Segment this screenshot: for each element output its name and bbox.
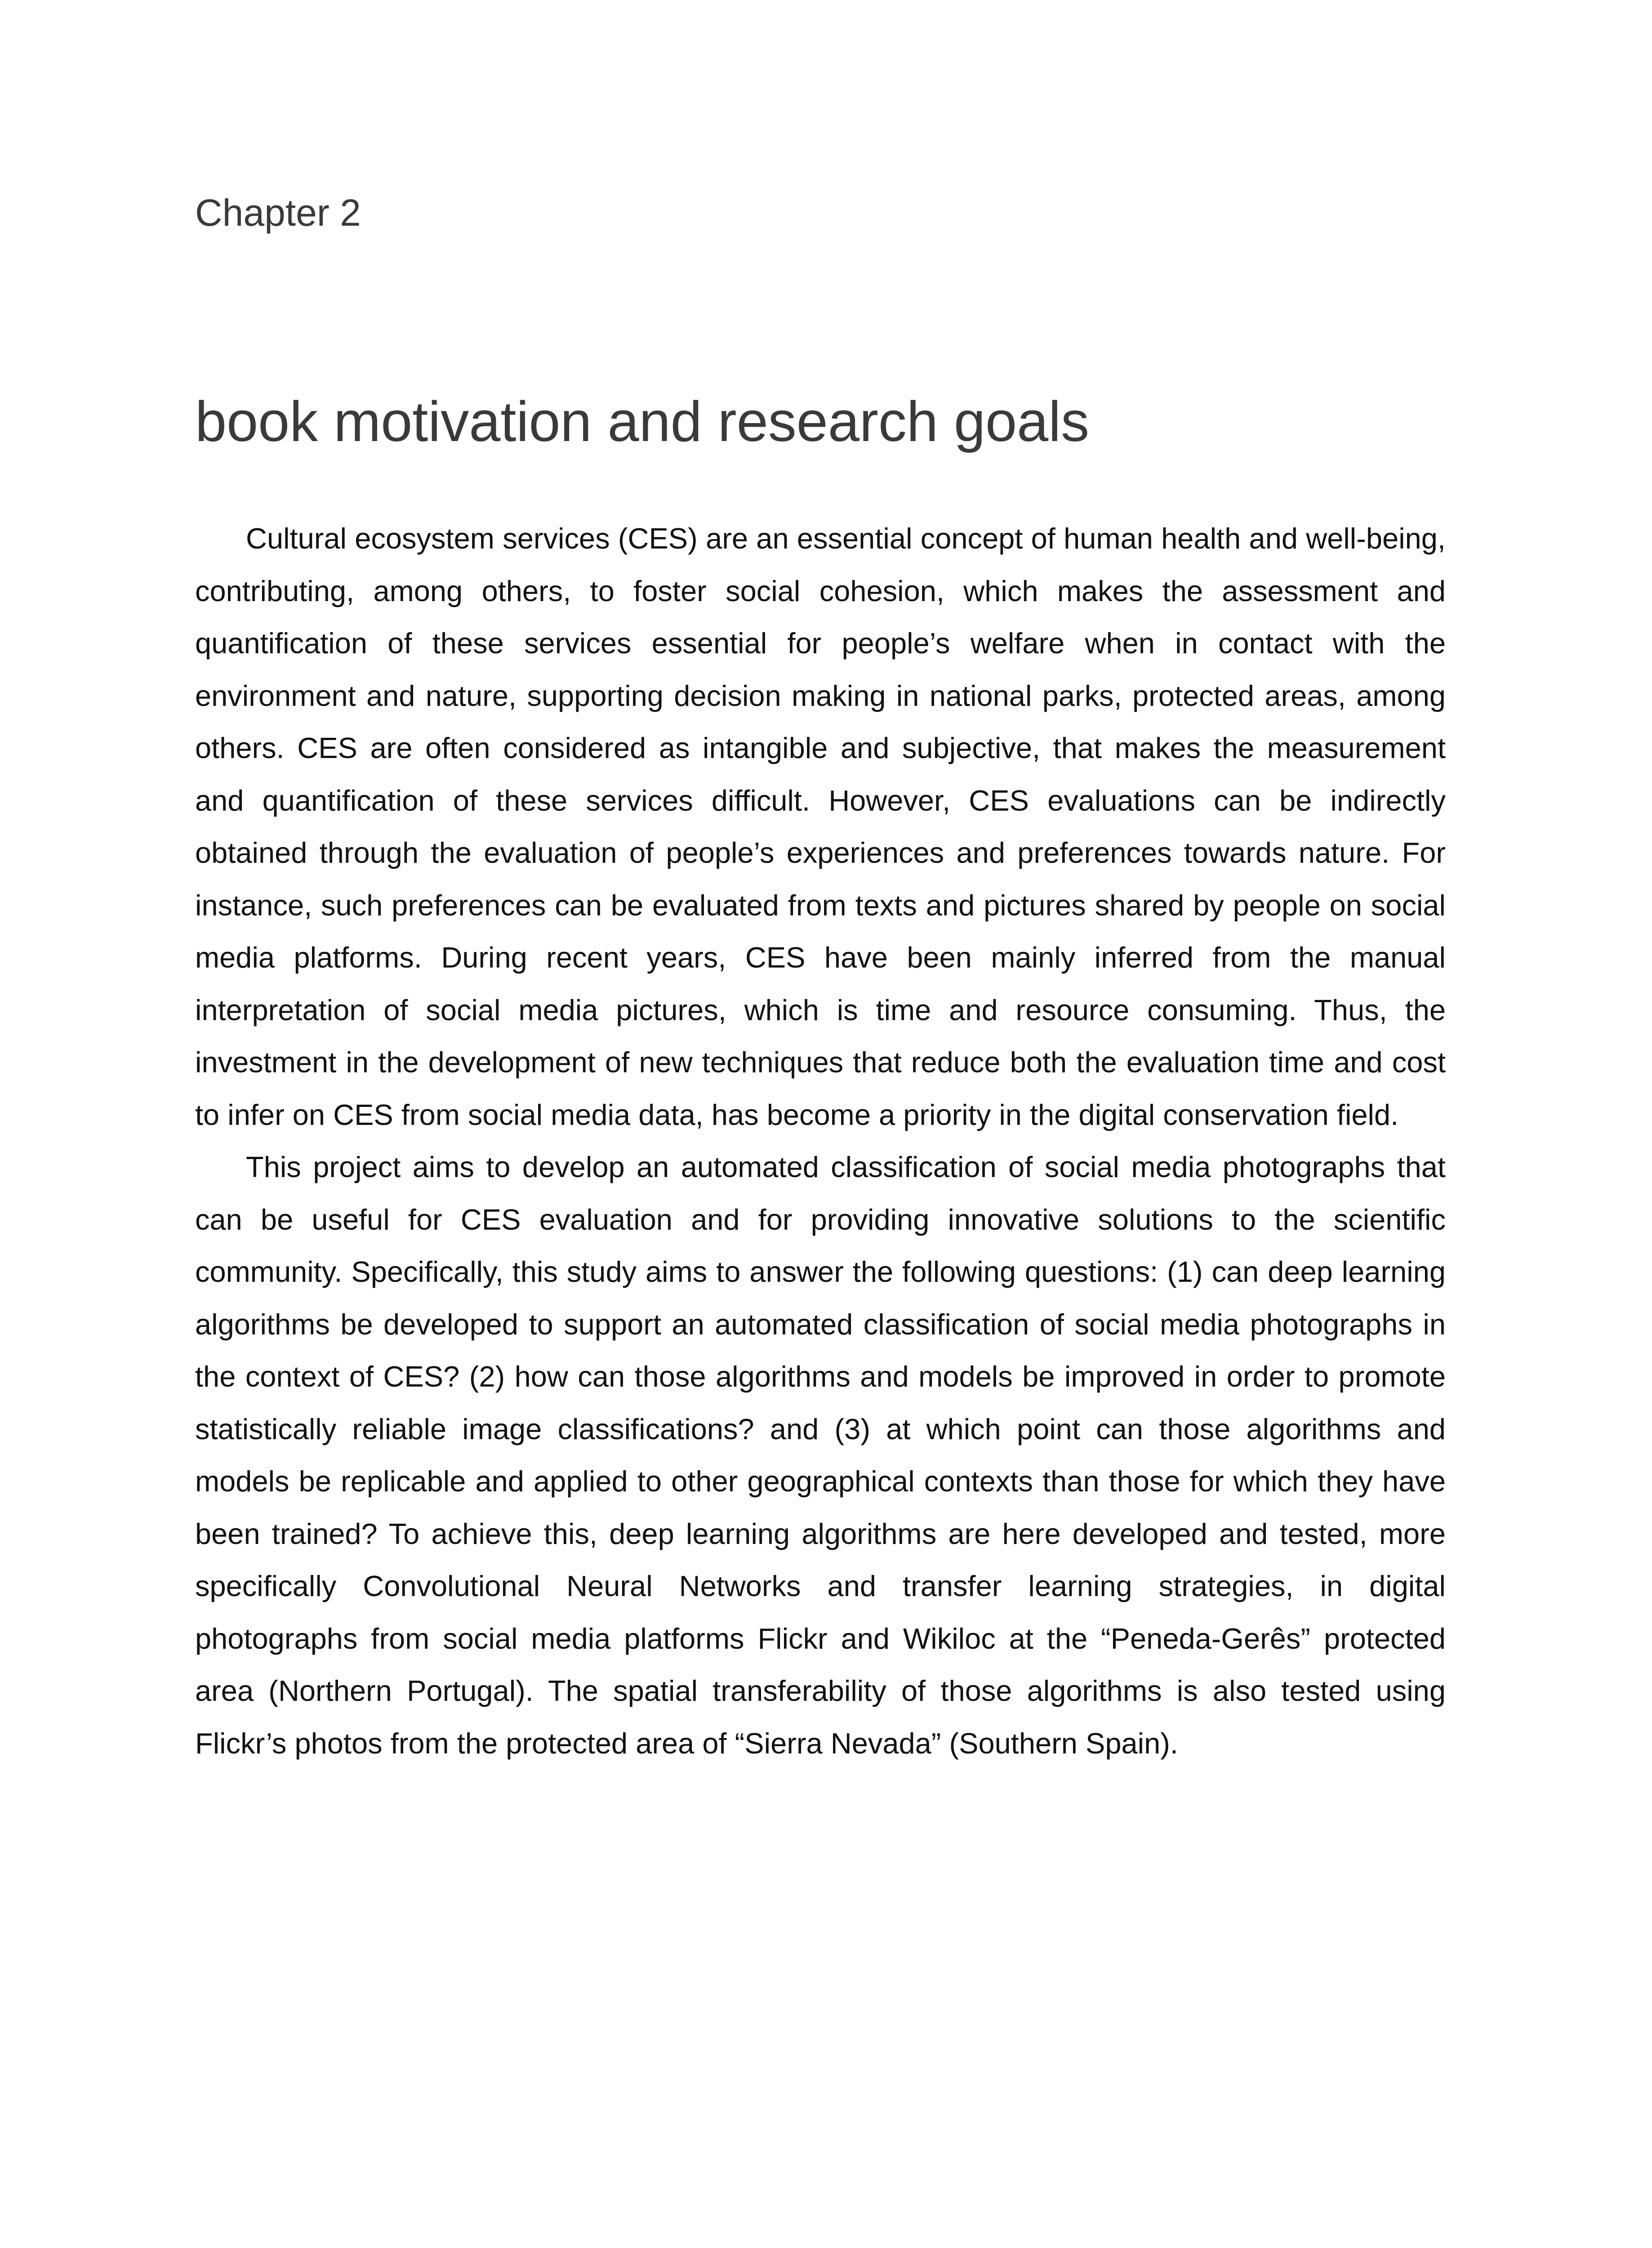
chapter-label: Chapter 2 [195,192,361,234]
paragraph-project-aims: This project aims to develop an automated classification of social media photographs that can be useful for CES evaluation and for providing innovative solutions to the scientific community. Specifically, this study aims to answer the following questions: (1) can deep learning algorithms be developed to support an automated classification of social media photographs in the context of CES? (2) how can those algorithms and models be improved in order to promote statistically reliable image classifications? and (3) at which point can those algorithms and models be replicable and applied to other geographical contexts than those for which they have been trained? To achieve this, deep learning algorithms are here developed and tested, more specifically Convolutional Neural Networks and transfer learning strategies, in digital photographs from social media platforms Flickr and Wikiloc at the “Peneda-Gerês” protected area (Northern Portugal). The spatial transferability of those algorithms is also tested using Flickr’s photos from the protected area of “Sierra Nevada” (Southern Spain). [195,1151,1446,1760]
chapter-title: book motivation and research goals [195,390,1090,453]
paragraph-ces-introduction: Cultural ecosystem services (CES) are an essential concept of human health and well-being, contributing, among others, to foster social cohesion, which makes the assessment and quantification of these services essential for people’s welfare when in contact with the environment and nature, supporting decision making in national parks, protected areas, among others. CES are often considered as intangible and subjective, that makes the measurement and quantification of these services difficult. However, CES evaluations can be indirectly obtained through the evaluation of people’s experiences and preferences towards nature. For instance, such preferences can be evaluated from texts and pictures shared by people on social media platforms. During recent years, CES have been mainly inferred from the manual interpretation of social media pictures, which is time and resource consuming. Thus, the investment in the development of new techniques that reduce both the evaluation time and cost to infer on CES from social media data, has become a priority in the digital conservation field. [195,522,1446,1131]
body-text [195,513,1446,1770]
